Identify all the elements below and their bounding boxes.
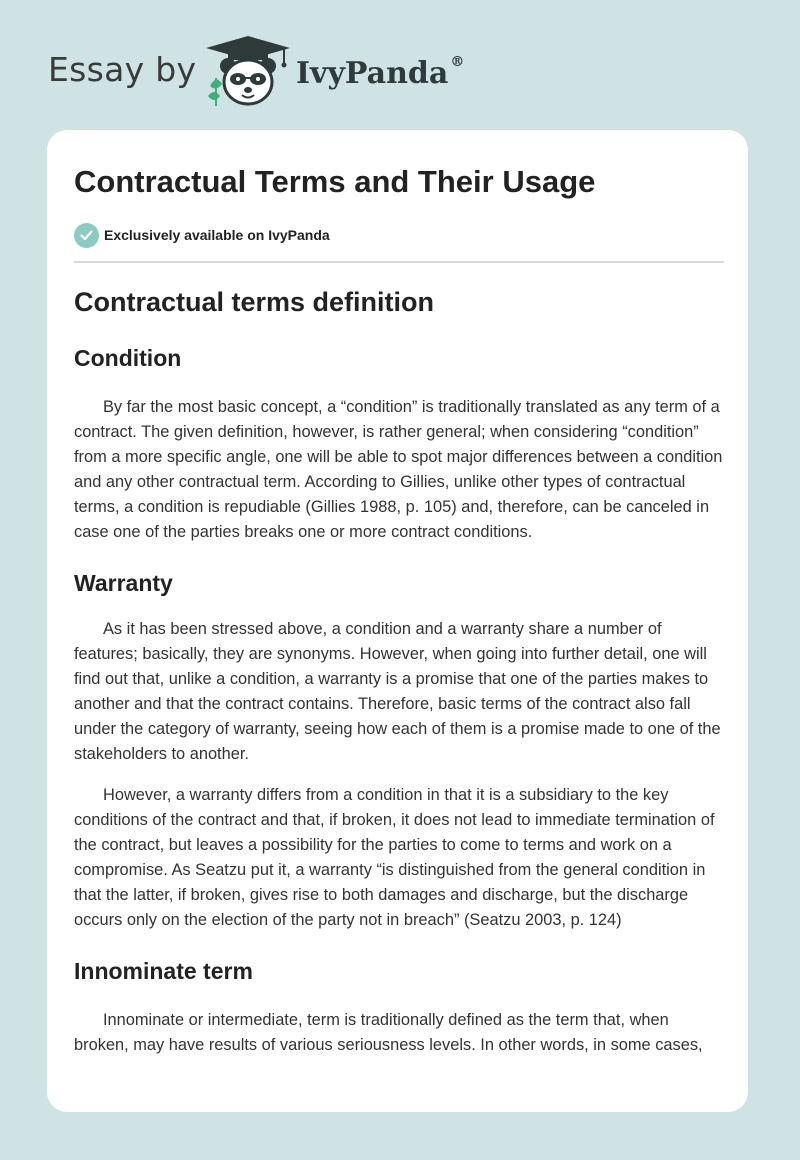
exclusive-badge (74, 222, 330, 248)
essay-card (47, 130, 748, 1112)
checkmark-icon (74, 223, 99, 248)
panda-logo-icon[interactable] (200, 34, 296, 110)
registered-mark: ® (450, 54, 465, 70)
site-header (0, 0, 800, 130)
paragraph-warranty-1: As it has been stressed above, a condition and a warranty share a number of features; basically, they are synonyms. However, when going into further detail, one will find out that, unlike a condition, a warranty is a promise that one of the parties makes to another and that the contract contains. Therefore, basic terms of the contract also fall under the category of warranty, seeing how each of them is a promise made to one of the stakeholders to another. (74, 620, 721, 763)
subsection-heading-warranty: Warranty (74, 570, 173, 596)
exclusive-badge-text: Exclusively available on IvyPanda (104, 227, 330, 243)
section-heading: Contractual terms definition (74, 287, 435, 317)
paragraph-innominate-term: Innominate or intermediate, term is traditionally defined as the term that, when broken, may have results of various seriousness levels. In other words, in some cases, (74, 1011, 703, 1054)
essay-by-label: Essay by (48, 50, 197, 89)
paragraph-warranty-2: However, a warranty differs from a condition in that it is a subsidiary to the key conditions of the contract and that, if broken, it does not lead to immediate termination of the contract, but leaves a possibility for the parties to come to terms and work on a compromise. As Seatzu put it, a warranty “is distinguished from the general condition in that the latter, if broken, gives rise to both damages and discharge, but the discharge occurs only on the election of the party not in breach” (Seatzu 2003, p. 124) (74, 786, 715, 929)
subsection-heading-condition: Condition (74, 345, 182, 371)
title-divider (74, 261, 724, 263)
brand-name-text: IvyPanda (296, 56, 449, 91)
brand-name[interactable] (296, 56, 464, 91)
page-title: Contractual Terms and Their Usage (74, 164, 596, 199)
article-body (74, 284, 724, 1058)
subsection-heading-innominate-term: Innominate term (74, 958, 253, 984)
paragraph-condition: By far the most basic concept, a “condition” is traditionally translated as any term of a contract. The given definition, however, is rather general; when considering “condition” from a more specific angle, one will be able to spot major differences between a condition and any other contractual term. According to Gillies, unlike other types of contractual terms, a condition is repudiable (Gillies 1988, p. 105) and, therefore, can be canceled in case one of the parties breaks one or more contract conditions. (74, 398, 723, 541)
